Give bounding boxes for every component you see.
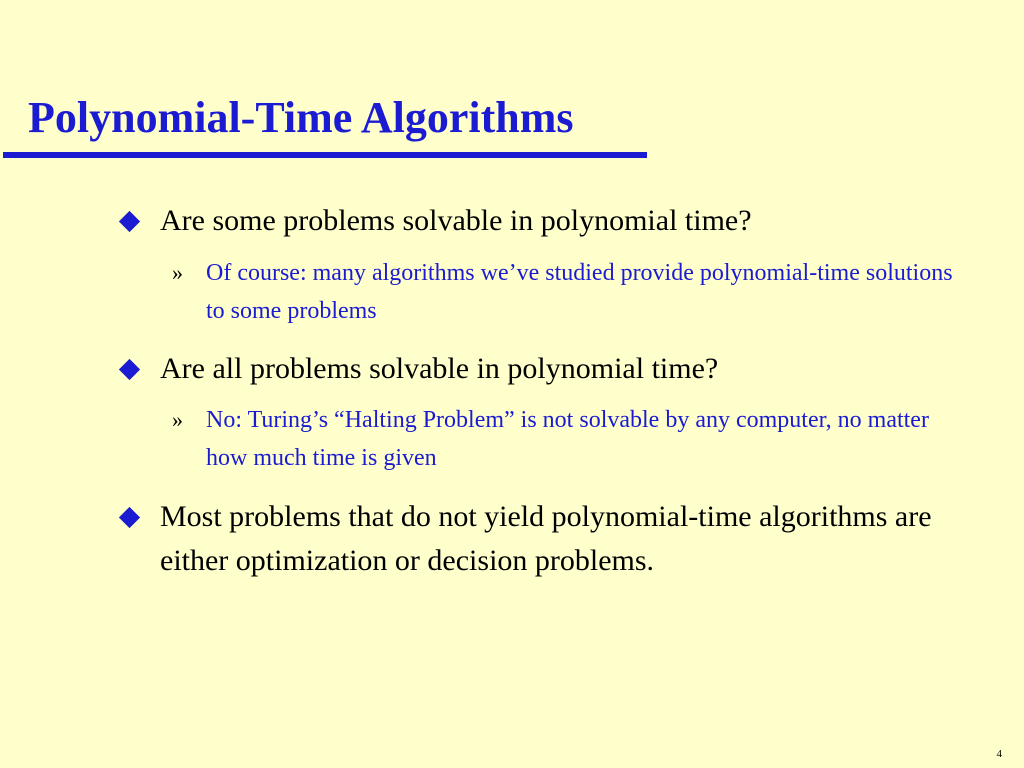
bullet-text: Are some problems solvable in polynomial time? [160,204,752,237]
sub-bullet-item-1 [172,254,966,330]
diamond-bullet-icon [119,359,140,380]
slide-title: Polynomial-Time Algorithms [28,93,574,142]
sub-bullet-text: Of course: many algorithms we’ve studied provide polynomial-time solutions to some problems [206,260,953,324]
sub-bullet-text: No: Turing’s “Halting Problem” is not solvable by any computer, no matter how much time is given [206,407,929,471]
bullet-text: Are all problems solvable in polynomial time? [160,352,719,385]
double-chevron-icon: » [172,407,183,432]
page-number: 4 [996,748,1002,760]
diamond-bullet-icon [119,507,140,528]
sub-bullet-item-2 [172,401,966,477]
bullet-item-3 [160,495,960,583]
bullet-text: Most problems that do not yield polynomial-time algorithms are either optimization or decision problems. [160,500,932,577]
diamond-bullet-icon [119,211,140,232]
bullet-item-2 [160,347,960,391]
bullet-item-1 [160,199,960,243]
double-chevron-icon: » [172,260,183,285]
